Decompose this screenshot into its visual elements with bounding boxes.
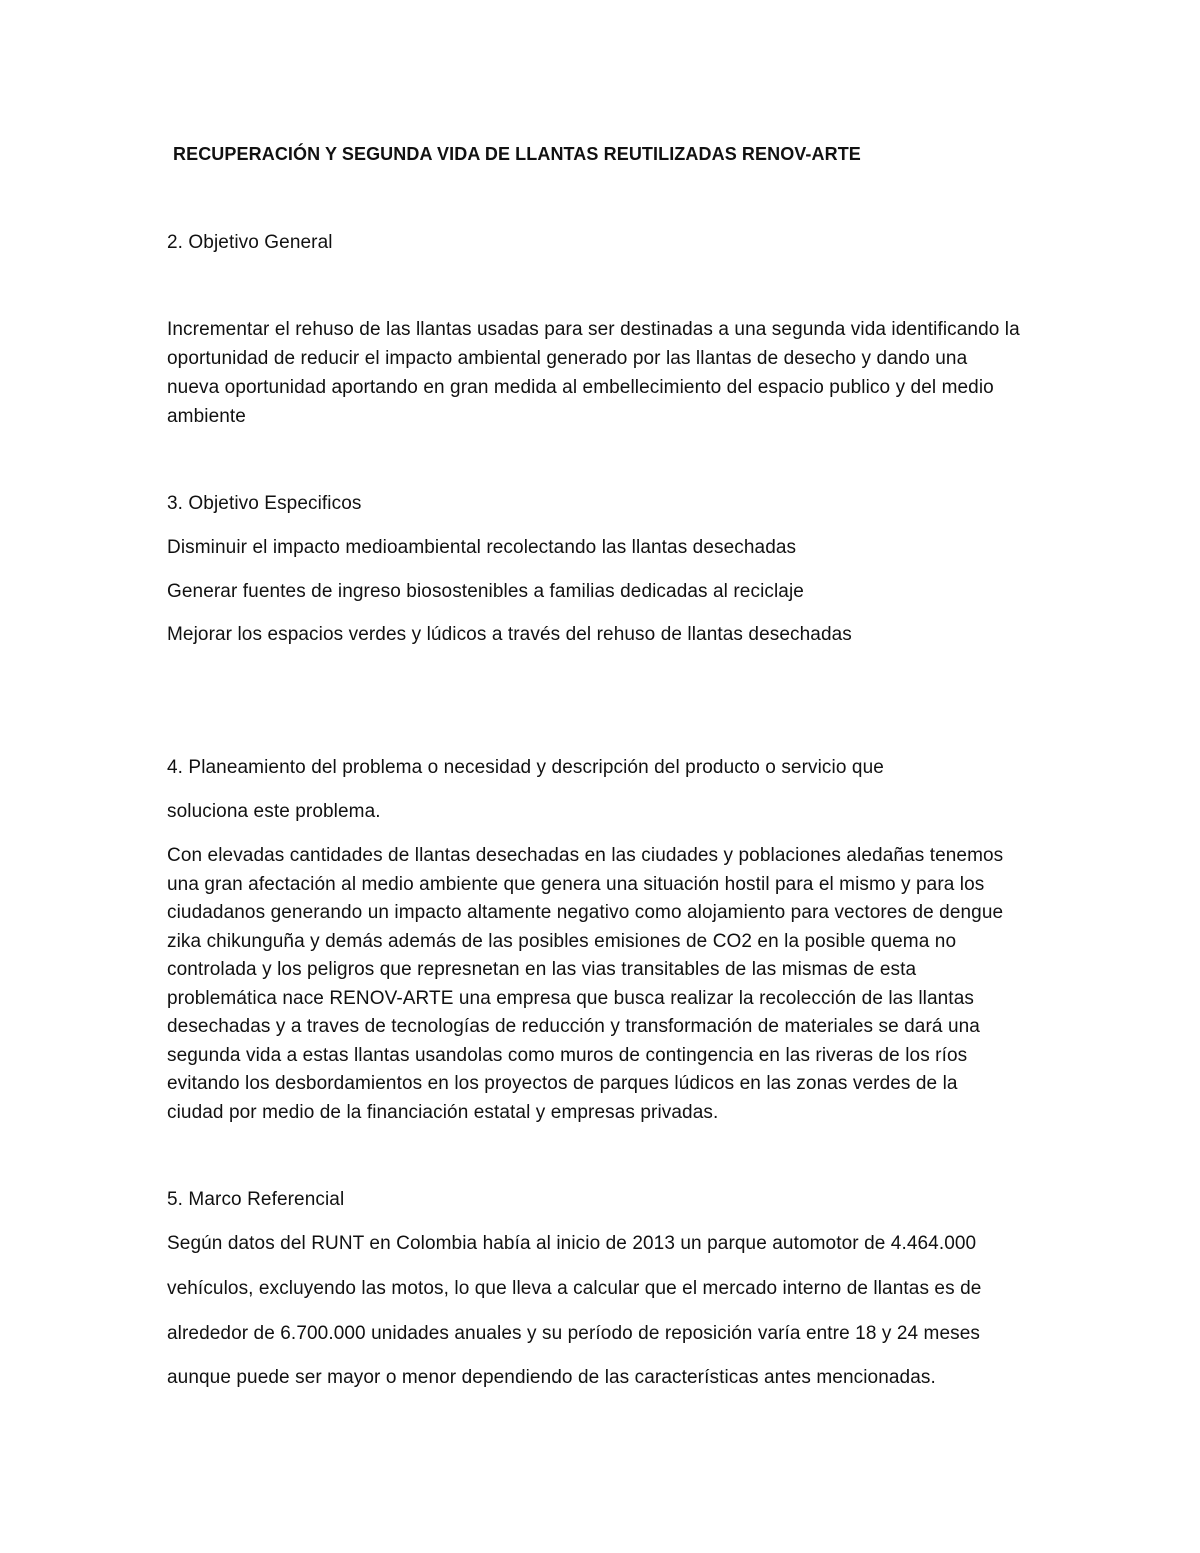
section-4-text-line: una gran afectación al medio ambiente que genera una situación hostil para el mismo y para los [167,874,985,895]
section-4-text-line: evitando los desbordamientos en los proyectos de parques lúdicos en las zonas verdes de la [167,1073,958,1094]
objective-item: Disminuir el impacto medioambiental recolectando las llantas desechadas [167,537,797,558]
section-4-text-line: ciudadanos generando un impacto altamente negativo como alojamiento para vectores de dengue [167,902,1004,923]
document-title: RECUPERACIÓN Y SEGUNDA VIDA DE LLANTAS REUTILIZADAS RENOV-ARTE [173,144,861,164]
section-3-heading: 3. Objetivo Especificos [167,493,362,514]
section-2-text-line: ambiente [167,406,246,427]
section-2-text-line: oportunidad de reducir el impacto ambiental generado por las llantas de desecho y dando una [167,348,968,369]
section-5-text-line: Según datos del RUNT en Colombia había al inicio de 2013 un parque automotor de 4.464.000 [167,1233,977,1254]
section-2-heading: 2. Objetivo General [167,232,333,253]
section-4-text-line: ciudad por medio de la financiación estatal y empresas privadas. [167,1102,719,1123]
section-4-text-line: controlada y los peligros que represnetan en las vias transitables de las mismas de esta [167,959,917,980]
section-5-text-line: aunque puede ser mayor o menor dependiendo de las características antes mencionadas. [167,1367,936,1388]
section-4-text-line: desechadas y a traves de tecnologías de reducción y transformación de materiales se dará una [167,1016,980,1037]
section-4-text-line: zika chikunguña y demás además de las posibles emisiones de CO2 en la posible quema no [167,931,957,952]
objective-item: Mejorar los espacios verdes y lúdicos a través del rehuso de llantas desechadas [167,624,852,645]
section-4-text-line: segunda vida a estas llantas usandolas como muros de contingencia en las riveras de los ríos [167,1045,968,1066]
section-4-heading-continued: soluciona este problema. [167,801,381,822]
section-4-heading: 4. Planeamiento del problema o necesidad y descripción del producto o servicio que [167,757,884,778]
section-4-text-line: problemática nace RENOV-ARTE una empresa que busca realizar la recolección de las llantas [167,988,974,1009]
section-5-heading: 5. Marco Referencial [167,1189,345,1210]
section-5-text-line: vehículos, excluyendo las motos, lo que lleva a calcular que el mercado interno de llantas es de [167,1278,982,1299]
section-4-text-line: Con elevadas cantidades de llantas desechadas en las ciudades y poblaciones aledañas tenemos [167,845,1004,866]
section-2-text-line: Incrementar el rehuso de las llantas usadas para ser destinadas a una segunda vida identificando la [167,319,1020,340]
section-5-text-line: alrededor de 6.700.000 unidades anuales y su período de reposición varía entre 18 y 24 meses [167,1323,981,1344]
section-2-text-line: nueva oportunidad aportando en gran medida al embellecimiento del espacio publico y del medio [167,377,994,398]
objective-item: Generar fuentes de ingreso biosostenibles a familias dedicadas al reciclaje [167,581,804,602]
